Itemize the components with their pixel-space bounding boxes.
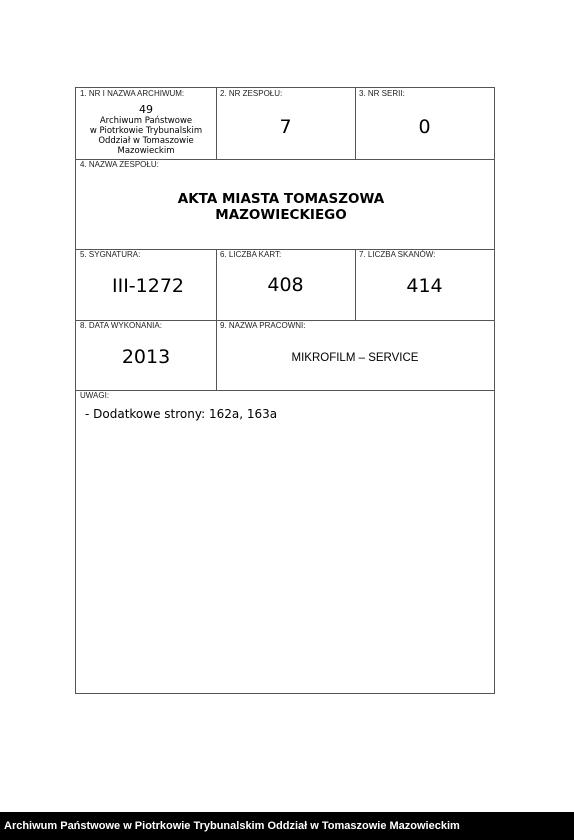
scan-count-label: 7. LICZBA SKANÓW:: [359, 250, 436, 259]
archive-name-line: Mazowieckim: [117, 146, 175, 156]
date-value: 2013: [121, 346, 171, 368]
archive-name-line: w Piotrkowie Trybunalskim: [89, 126, 203, 136]
series-number-label: 3. NR SERII:: [359, 89, 405, 98]
footer-bar: [0, 812, 574, 840]
date-cell: [76, 320, 216, 390]
studio-cell: [216, 320, 494, 390]
notes-cell: [76, 390, 494, 693]
date-label: 8. DATA WYKONANIA:: [80, 321, 162, 330]
archive-number: 49: [139, 103, 153, 116]
card-count-label: 6. LICZBA KART:: [220, 250, 282, 259]
archive-cell: [76, 88, 216, 159]
fonds-number-label: 2. NR ZESPOŁU:: [220, 89, 283, 98]
fonds-name-value: [76, 191, 486, 223]
signature-label: 5. SYGNATURA:: [80, 250, 141, 259]
card-count-value: 408: [267, 274, 304, 296]
studio-value: MIKROFILM – SERVICE: [291, 352, 419, 364]
signature-cell: [76, 249, 216, 320]
archive-name-line: Archiwum Państwowe: [99, 116, 193, 126]
fonds-number-cell: [216, 88, 355, 159]
fonds-number-value: 7: [279, 116, 292, 138]
notes-label: UWAGI:: [80, 391, 110, 400]
fonds-name-cell: [76, 159, 494, 249]
studio-label: 9. NAZWA PRACOWNI:: [220, 321, 306, 330]
signature-value: III-1272: [111, 275, 185, 297]
fonds-name-line: AKTA MIASTA TOMASZOWA: [177, 191, 385, 207]
archive-name: [76, 116, 216, 156]
footer-text: Archiwum Państwowe w Piotrkowie Trybunalskim Oddział w Tomaszowie Mazowieckim: [4, 820, 460, 832]
fonds-name-label: 4. NAZWA ZESPOŁU:: [80, 160, 159, 169]
archive-name-line: Oddział w Tomaszowie: [98, 136, 194, 146]
scan-count-value: 414: [406, 275, 443, 297]
scan-count-cell: [355, 249, 494, 320]
archive-label: 1. NR I NAZWA ARCHIWUM:: [80, 89, 185, 98]
fonds-name-line: MAZOWIECKIEGO: [215, 207, 347, 223]
metadata-card: [75, 87, 495, 694]
notes-value: - Dodatkowe strony: 162a, 163a: [85, 407, 278, 421]
series-number-cell: [355, 88, 494, 159]
series-number-value: 0: [418, 116, 431, 138]
card-count-cell: [216, 249, 355, 320]
